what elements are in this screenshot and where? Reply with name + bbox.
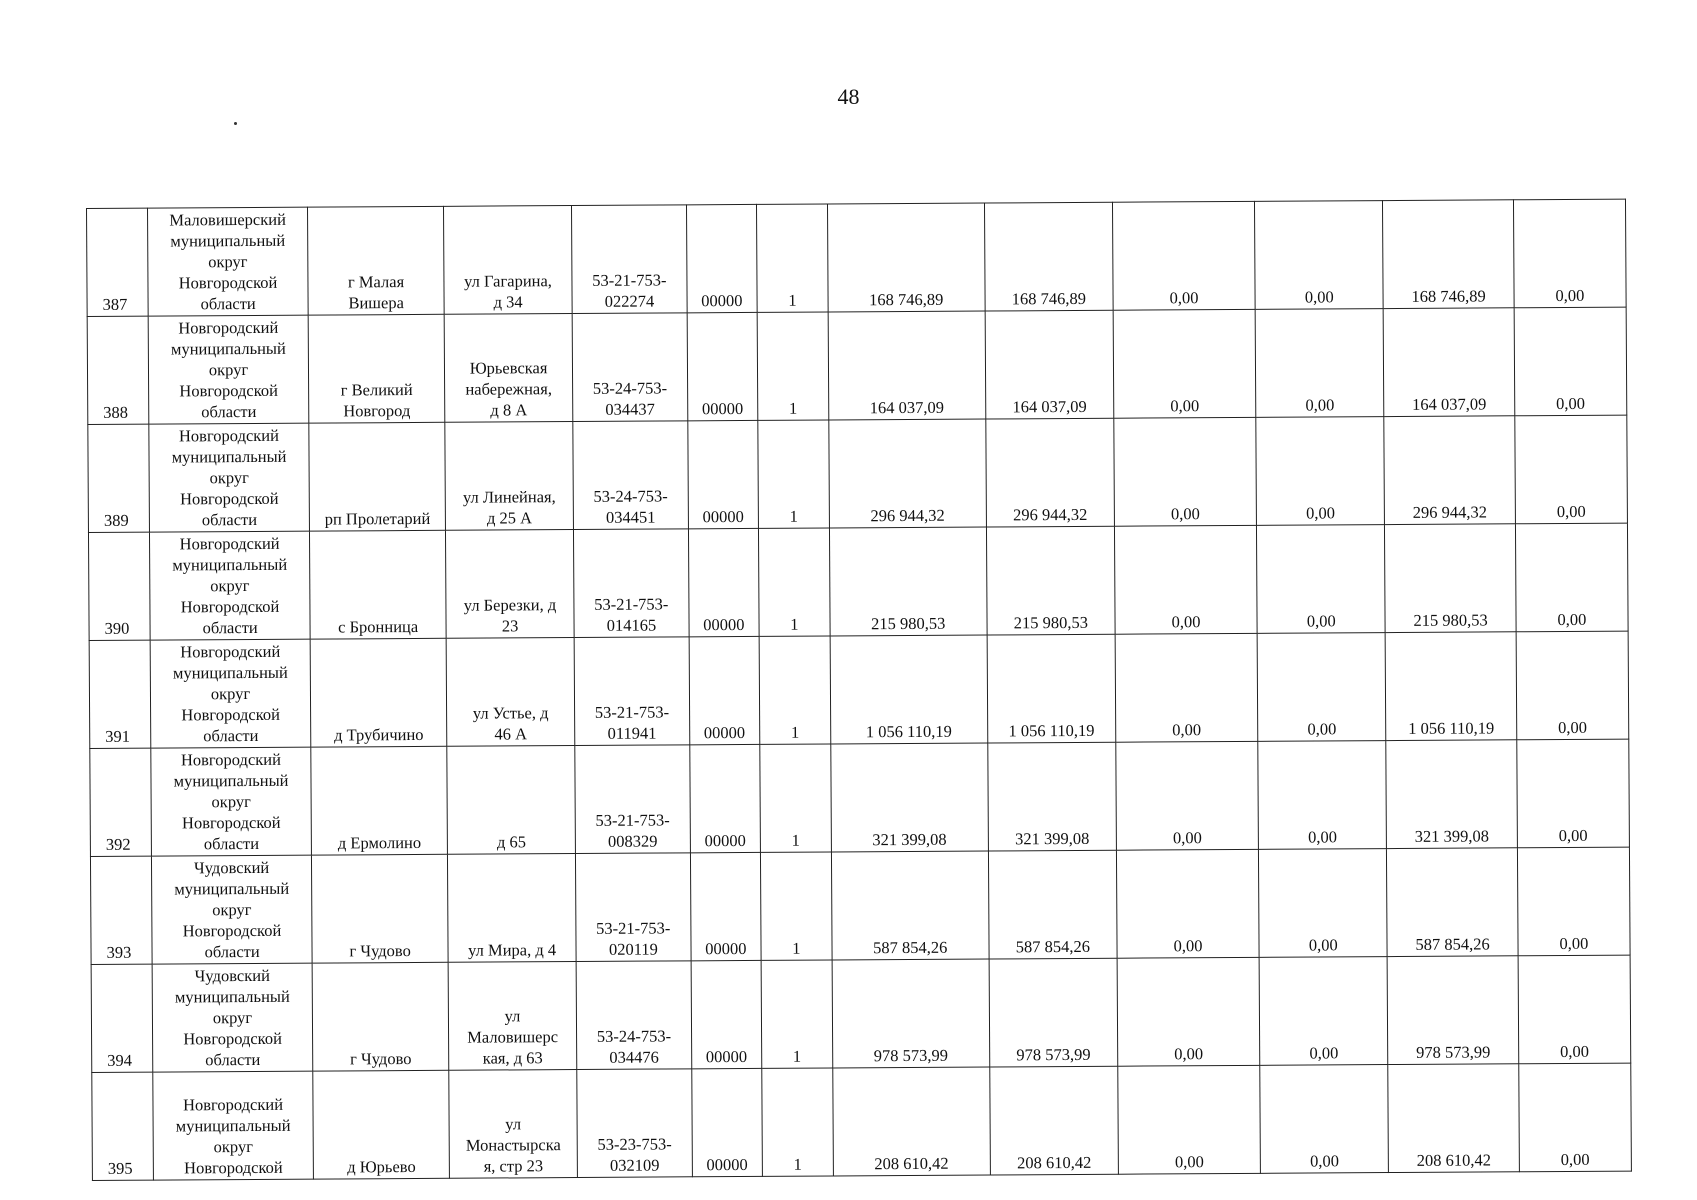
district-line: муниципальный	[170, 230, 286, 251]
settlement-line: г Чудово	[350, 1049, 412, 1069]
table-row	[90, 847, 1630, 964]
sub-code-cell: 00000	[690, 852, 761, 960]
amount-3-cell: 0,00	[1117, 957, 1260, 1066]
address-cell	[447, 746, 576, 855]
amount-total-cell: 321 399,08	[830, 743, 988, 852]
table-row	[88, 415, 1628, 532]
amount-2-cell: 168 746,89	[984, 202, 1113, 311]
district-line: Новгородской	[181, 812, 281, 833]
amount-4-cell: 0,00	[1259, 957, 1388, 1066]
amount-6-cell: 0,00	[1518, 1063, 1631, 1172]
amount-6-cell: 0,00	[1518, 955, 1631, 1064]
address-line: Монастырска	[465, 1135, 561, 1155]
district-line: Чудовский	[194, 965, 270, 986]
district-line: округ	[210, 576, 250, 596]
table-row	[90, 739, 1630, 856]
amount-5-cell: 587 854,26	[1387, 848, 1518, 957]
table-row	[89, 631, 1629, 748]
amount-2-cell: 587 854,26	[988, 850, 1117, 959]
amount-5-cell: 978 573,99	[1387, 956, 1518, 1065]
district-line: округ	[212, 1008, 253, 1028]
amount-6-cell: 0,00	[1513, 199, 1626, 308]
amount-3-cell: 0,00	[1112, 201, 1255, 310]
amount-total-cell: 296 944,32	[828, 419, 986, 528]
address-cell	[444, 314, 573, 423]
district-line: Новгородской	[181, 704, 280, 725]
amount-4-cell: 0,00	[1255, 309, 1384, 418]
cadastral-code-line: 53-21-753-	[595, 810, 670, 830]
amount-total-cell: 1 056 110,19	[830, 635, 988, 744]
address-line: ул	[505, 1114, 522, 1134]
address-line: Маловишерс	[467, 1027, 559, 1047]
settlement-cell	[308, 206, 444, 315]
cadastral-code-line: 53-21-753-	[594, 594, 669, 614]
district-line: области	[203, 725, 259, 746]
amount-4-cell: 0,00	[1259, 849, 1388, 958]
settlement-line: д Ермолино	[337, 832, 422, 853]
amount-6-cell: 0,00	[1517, 847, 1630, 956]
address-line: д 65	[496, 832, 527, 852]
settlement-cell	[313, 1070, 449, 1179]
district-line: Новгородский	[180, 749, 281, 770]
count-cell: 1	[761, 960, 832, 1068]
settlement-cell	[308, 314, 444, 423]
settlement-line: д Трубичино	[333, 724, 424, 745]
row-number-cell: 389	[88, 424, 150, 532]
address-line: ул Линейная,	[462, 487, 556, 507]
address-cell	[443, 206, 572, 315]
sub-code-cell: 00000	[686, 204, 757, 312]
amount-2-cell: 164 037,09	[985, 310, 1114, 419]
district-cell	[147, 207, 308, 316]
cadastral-code-line: 008329	[607, 831, 658, 851]
count-cell: 1	[757, 312, 828, 420]
row-number-cell: 394	[91, 964, 153, 1072]
cadastral-code-line: 032109	[609, 1155, 660, 1175]
district-line: области	[200, 293, 256, 314]
count-cell: 1	[759, 528, 830, 636]
address-cell	[448, 962, 577, 1071]
amount-total-cell: 978 573,99	[832, 959, 990, 1068]
address-line: я, стр 23	[483, 1156, 544, 1176]
count-cell: 1	[757, 204, 828, 312]
district-line: Новгородский	[182, 1094, 284, 1115]
district-line: Новгородской	[183, 1028, 282, 1049]
cadastral-code-line: 034451	[605, 507, 656, 527]
district-line: муниципальный	[174, 878, 290, 899]
count-cell: 1	[760, 744, 831, 852]
district-line: муниципальный	[174, 986, 290, 1007]
amount-4-cell: 0,00	[1257, 525, 1386, 634]
table-row	[92, 1063, 1632, 1180]
amount-5-cell: 321 399,08	[1386, 740, 1517, 849]
table-row	[91, 955, 1631, 1072]
district-cell	[148, 315, 309, 424]
amount-total-cell: 164 037,09	[828, 311, 986, 420]
cadastral-code-cell	[572, 205, 687, 314]
cadastral-code-cell	[573, 421, 688, 530]
amount-total-cell: 208 610,42	[832, 1067, 990, 1176]
amount-2-cell: 208 610,42	[989, 1066, 1118, 1175]
amount-4-cell: 0,00	[1255, 201, 1384, 310]
amount-2-cell: 1 056 110,19	[987, 634, 1116, 743]
address-cell	[449, 1070, 578, 1179]
settlement-cell	[310, 638, 446, 747]
address-line: ул Мира, д 4	[468, 940, 557, 960]
scan-speck	[234, 122, 237, 125]
amount-2-cell: 215 980,53	[986, 526, 1115, 635]
address-line: набережная,	[465, 379, 552, 399]
district-line: округ	[213, 1136, 254, 1157]
settlement-line: г Великий	[340, 380, 413, 400]
amount-5-cell: 164 037,09	[1383, 308, 1514, 417]
amount-3-cell: 0,00	[1116, 741, 1259, 850]
district-cell	[149, 531, 310, 640]
cadastral-code-cell	[575, 745, 690, 854]
district-cell	[152, 963, 313, 1072]
amount-total-cell: 215 980,53	[829, 527, 987, 636]
amount-5-cell: 168 746,89	[1383, 200, 1514, 309]
amount-4-cell: 0,00	[1258, 741, 1387, 850]
address-line: ул Березки, д	[463, 595, 557, 615]
amount-3-cell: 0,00	[1113, 309, 1256, 418]
amount-6-cell: 0,00	[1515, 523, 1628, 632]
district-cell	[149, 423, 310, 532]
row-number-cell: 388	[87, 316, 149, 424]
cadastral-code-cell	[572, 313, 687, 422]
registry-table	[86, 199, 1632, 1181]
amount-3-cell: 0,00	[1114, 525, 1257, 634]
registry-sheet	[86, 199, 1632, 1178]
amount-4-cell: 0,00	[1257, 633, 1386, 742]
cadastral-code-cell	[576, 961, 691, 1070]
cadastral-code-line: 034476	[609, 1047, 659, 1067]
district-line: округ	[211, 792, 251, 812]
cadastral-code-line: 022274	[604, 291, 655, 311]
cadastral-code-cell	[574, 529, 689, 638]
address-line: Юрьевская	[469, 358, 548, 378]
amount-6-cell: 0,00	[1514, 307, 1627, 416]
table-row	[87, 307, 1627, 424]
settlement-cell	[312, 962, 448, 1071]
settlement-line: г Чудово	[349, 941, 411, 961]
district-line: Новгородской	[178, 272, 278, 293]
cadastral-code-line: 53-24-753-	[596, 1026, 672, 1046]
cadastral-code-line: 034437	[605, 399, 655, 419]
address-line: кая, д 63	[482, 1048, 543, 1068]
address-line: д 25 А	[486, 508, 533, 528]
district-line: муниципальный	[173, 770, 289, 791]
settlement-cell	[311, 746, 447, 855]
address-line: ул Устье, д	[472, 703, 549, 723]
amount-5-cell: 208 610,42	[1388, 1064, 1519, 1173]
amount-3-cell: 0,00	[1116, 849, 1259, 958]
sub-code-cell: 00000	[689, 744, 760, 852]
settlement-cell	[312, 854, 448, 963]
table-row	[88, 523, 1628, 640]
amount-6-cell: 0,00	[1514, 415, 1627, 524]
district-line: Новгородской	[179, 380, 279, 401]
address-cell	[445, 530, 574, 639]
amount-3-cell: 0,00	[1114, 417, 1257, 526]
cadastral-code-line: 53-24-753-	[592, 378, 668, 398]
amount-total-cell: 587 854,26	[831, 851, 989, 960]
settlement-cell	[310, 530, 446, 639]
count-cell: 1	[761, 852, 832, 960]
address-line: 46 А	[494, 724, 528, 744]
district-line: округ	[209, 468, 249, 488]
amount-2-cell: 978 573,99	[989, 958, 1118, 1067]
settlement-line: Вишера	[348, 293, 404, 313]
amount-4-cell: 0,00	[1256, 417, 1385, 526]
cadastral-code-line: 53-21-753-	[592, 270, 667, 290]
address-cell	[446, 638, 575, 747]
amount-3-cell: 0,00	[1118, 1065, 1261, 1174]
district-line: Чудовский	[193, 857, 270, 878]
address-cell	[447, 854, 576, 963]
address-line: д 8 А	[490, 400, 528, 420]
row-number-cell: 390	[88, 532, 150, 640]
address-line: д 34	[493, 292, 523, 312]
amount-6-cell: 0,00	[1516, 631, 1629, 740]
district-line: округ	[208, 360, 249, 380]
district-line: области	[201, 509, 258, 530]
row-number-cell: 391	[89, 640, 151, 748]
district-line: Новгородский	[178, 317, 279, 338]
cadastral-code-line: 020119	[608, 939, 658, 959]
address-line: ул	[504, 1006, 521, 1026]
settlement-line: д Юрьево	[347, 1157, 416, 1177]
district-line: области	[202, 617, 258, 638]
sub-code-cell: 00000	[689, 636, 760, 744]
district-line: округ	[210, 684, 251, 704]
cadastral-code-cell	[577, 1069, 692, 1178]
district-line: муниципальный	[175, 1115, 291, 1136]
row-number-cell: 393	[90, 856, 152, 964]
amount-5-cell: 1 056 110,19	[1385, 632, 1516, 741]
count-cell: 1	[759, 636, 830, 744]
sub-code-cell: 00000	[691, 1068, 762, 1176]
count-cell: 1	[762, 1068, 833, 1176]
cadastral-code-line: 53-21-753-	[594, 702, 670, 722]
cadastral-code-cell	[574, 637, 689, 746]
district-line: муниципальный	[172, 662, 288, 683]
district-line: области	[203, 833, 260, 854]
district-line: области	[204, 941, 260, 962]
settlement-line: с Бронница	[338, 616, 419, 637]
sub-code-cell: 00000	[687, 312, 758, 420]
row-number-cell: 395	[92, 1072, 154, 1180]
district-cell	[153, 1071, 314, 1180]
amount-4-cell: 0,00	[1260, 1065, 1389, 1174]
district-line: Новгородский	[179, 533, 280, 554]
amount-5-cell: 296 944,32	[1384, 416, 1515, 525]
amount-total-cell: 168 746,89	[827, 203, 985, 312]
district-line: муниципальный	[172, 554, 288, 575]
settlement-line: Новгород	[343, 401, 411, 421]
district-line: округ	[212, 900, 252, 920]
row-number-cell: 392	[90, 748, 152, 856]
amount-6-cell: 0,00	[1516, 739, 1629, 848]
address-line: ул Гагарина,	[464, 271, 552, 291]
address-line: 23	[501, 616, 519, 636]
sub-code-cell: 00000	[688, 528, 759, 636]
district-line: Новгородской	[184, 1157, 283, 1178]
count-cell: 1	[758, 420, 829, 528]
page-number: 48	[837, 84, 860, 109]
district-line: области	[205, 1049, 261, 1070]
district-line: Новгородский	[180, 641, 281, 662]
amount-3-cell: 0,00	[1115, 633, 1258, 742]
cadastral-code-cell	[576, 853, 691, 962]
cadastral-code-line: 53-23-753-	[597, 1134, 672, 1154]
sub-code-cell: 00000	[687, 420, 758, 528]
amount-2-cell: 296 944,32	[985, 418, 1114, 527]
amount-2-cell: 321 399,08	[987, 742, 1116, 851]
district-cell	[151, 747, 312, 856]
district-line: округ	[208, 252, 248, 272]
cadastral-code-line: 011941	[607, 723, 657, 743]
district-line: области	[201, 401, 257, 422]
district-cell	[151, 855, 312, 964]
amount-5-cell: 215 980,53	[1385, 524, 1516, 633]
district-line: Новгородской	[182, 920, 282, 941]
sub-code-cell: 00000	[691, 960, 762, 1068]
district-line: Маловишерский	[169, 209, 286, 230]
row-number-cell: 387	[87, 208, 149, 316]
cadastral-code-line: 014165	[606, 615, 657, 635]
district-line: муниципальный	[171, 446, 287, 467]
district-line: Новгородской	[180, 596, 280, 617]
district-cell	[150, 639, 311, 748]
cadastral-code-line: 53-24-753-	[593, 486, 668, 506]
settlement-line: рп Пролетарий	[324, 508, 431, 529]
table-row	[87, 199, 1627, 316]
settlement-line: г Малая	[347, 272, 405, 292]
district-line: Новгородский	[178, 425, 279, 446]
district-line: Новгородской	[179, 488, 279, 509]
district-line: муниципальный	[170, 338, 286, 359]
address-cell	[445, 422, 574, 531]
cadastral-code-line: 53-21-753-	[596, 918, 671, 938]
settlement-cell	[309, 422, 445, 531]
